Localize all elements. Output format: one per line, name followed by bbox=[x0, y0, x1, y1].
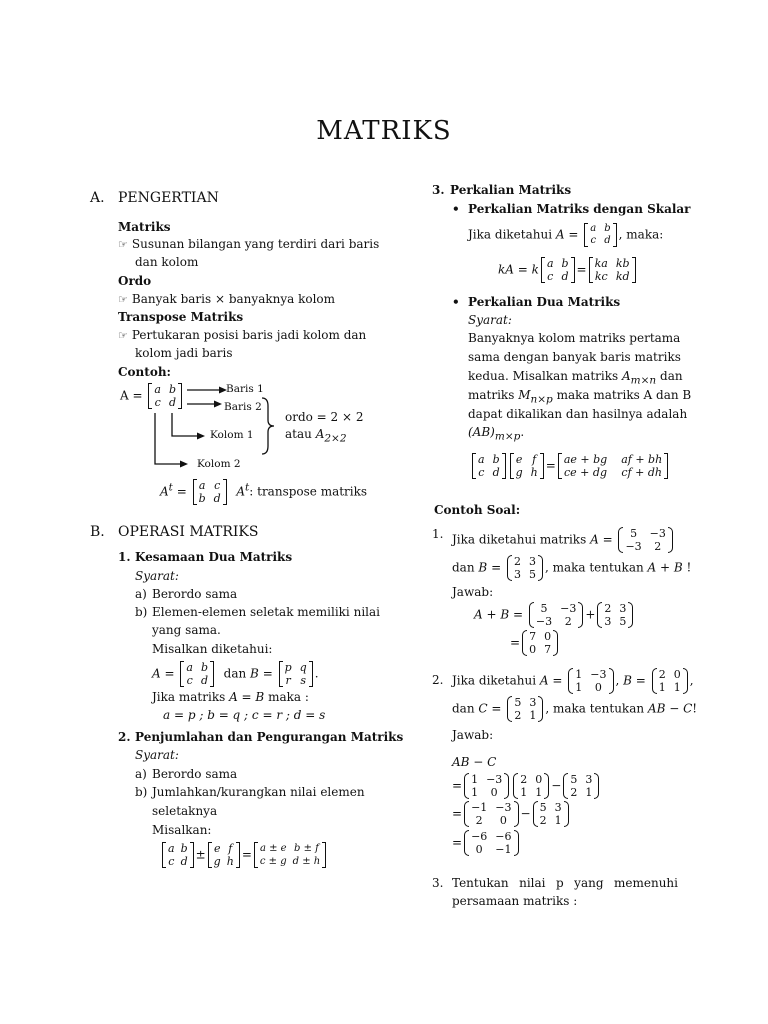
sub1-equalities: a = p ; b = q ; c = r ; d = s bbox=[163, 708, 326, 722]
section-a-letter: A. bbox=[90, 190, 105, 206]
q1-jawab: Jawab: bbox=[452, 585, 494, 599]
sub2-syarat: Syarat: bbox=[135, 748, 179, 762]
dua-line-2: sama dengan banyak baris matriks bbox=[468, 350, 681, 364]
q2-expression: AB − C bbox=[452, 755, 497, 769]
q2-step-1: = 1 −3 1 0 2 0 1 1 − 5 3 2 1 bbox=[452, 773, 601, 799]
transpose-label: Transpose Matriks bbox=[118, 310, 244, 324]
sub2-number: 2. bbox=[118, 730, 131, 744]
baris-2-label: Baris 2 bbox=[224, 401, 262, 413]
q2-number: 2. bbox=[432, 673, 444, 687]
sub2-formula: a b c d ± e f g h = a ± e b ± f c ± g d ± h bbox=[160, 842, 328, 868]
q3-number: 3. bbox=[432, 876, 444, 890]
dua-line-4: matriks $M_{n\times p}$ maka matriks A dan B bbox=[468, 388, 692, 406]
sub1-matrices: A = a b c d dan B = p q r s . bbox=[152, 661, 319, 687]
sub1-item-b-cont: yang sama. bbox=[152, 623, 221, 637]
ordo-alt: atau $A_{2\times 2}$ bbox=[285, 427, 347, 445]
section-b-letter: B. bbox=[90, 524, 105, 540]
section-b-heading: OPERASI MATRIKS bbox=[118, 524, 259, 540]
dua-syarat: Syarat: bbox=[468, 313, 512, 327]
ordo-label: Ordo bbox=[118, 274, 152, 288]
sub1-misalkan: Misalkan diketahui: bbox=[152, 642, 273, 656]
dua-title: Perkalian Dua Matriks bbox=[468, 295, 621, 309]
dua-formula: a b c d e f g h = ae + bg af + bh ce + dg cf + dh bbox=[470, 453, 670, 479]
q2-text: Jika diketahui A = 1 −3 1 0 , B = 2 0 1 1 , bbox=[452, 668, 694, 694]
q1-solution-1: A + B = 5 −3 −3 2 + 2 3 3 5 bbox=[474, 602, 635, 628]
kolom-1-label: Kolom 1 bbox=[210, 429, 254, 441]
pointing-hand-icon: ☞ bbox=[118, 293, 128, 306]
section-a-heading: PENGERTIAN bbox=[118, 190, 219, 206]
baris-1-label: Baris 1 bbox=[226, 383, 264, 395]
dua-bullet: • bbox=[452, 295, 460, 309]
sub2-item-a: Berordo sama bbox=[152, 767, 238, 781]
dua-line-1: Banyaknya kolom matriks pertama bbox=[468, 331, 681, 345]
contoh-soal-heading: Contoh Soal: bbox=[434, 503, 521, 517]
q3-text: Tentukan nilai p yang memenuhi bbox=[452, 876, 678, 890]
sub2-item-b: Jumlahkan/kurangkan nilai elemen bbox=[152, 785, 365, 799]
sub1-item-a-marker: a) bbox=[135, 587, 147, 601]
pointing-hand-icon: ☞ bbox=[118, 238, 128, 251]
sub2-title: Penjumlahan dan Pengurangan Matriks bbox=[135, 730, 404, 744]
q2-step-2: = −1 −3 2 0 − 5 3 2 1 bbox=[452, 801, 571, 827]
sec3-title: Perkalian Matriks bbox=[450, 183, 572, 197]
dua-line-3: kedua. Misalkan matriks $A_{m\times n}$ dan bbox=[468, 369, 683, 387]
q2-text-cont: dan C = 5 3 2 1 , maka tentukan AB − C! bbox=[452, 696, 698, 722]
pointing-hand-icon: ☞ bbox=[118, 329, 128, 342]
q2-step-3: = −6 −6 0 −1 bbox=[452, 830, 521, 856]
sub1-item-b: Elemen-elemen seletak memiliki nilai bbox=[152, 605, 380, 619]
transpose-definition-cont: kolom jadi baris bbox=[135, 346, 233, 360]
q1-solution-2: = 7 0 0 7 bbox=[510, 630, 560, 656]
matriks-definition-cont: dan kolom bbox=[135, 255, 199, 269]
sub1-number: 1. bbox=[118, 550, 131, 564]
q2-jawab: Jawab: bbox=[452, 728, 494, 742]
sub2-misalkan: Misalkan: bbox=[152, 823, 212, 837]
transpose-definition: ☞ Pertukaran posisi baris jadi kolom dan bbox=[118, 328, 367, 342]
sub2-item-b-cont: seletaknya bbox=[152, 804, 218, 818]
sec3-number: 3. bbox=[432, 183, 445, 197]
matriks-definition: ☞ Susunan bilangan yang terdiri dari baris bbox=[118, 237, 380, 251]
skalar-bullet: • bbox=[452, 202, 460, 216]
q1-number: 1. bbox=[432, 527, 444, 541]
example-matrix-a: A = a b c d bbox=[120, 383, 184, 409]
sub2-item-b-marker: b) bbox=[135, 785, 148, 799]
sub1-item-a: Berordo sama bbox=[152, 587, 238, 601]
ordo-definition: ☞ Banyak baris × banyaknya kolom bbox=[118, 292, 336, 306]
page-title: MATRIKS bbox=[316, 116, 452, 146]
skalar-formula: kA = k a b c d = ka kb kc kd bbox=[498, 257, 638, 283]
skalar-title: Perkalian Matriks dengan Skalar bbox=[468, 202, 691, 216]
matriks-label: Matriks bbox=[118, 220, 171, 234]
dua-result-order: $(AB)_{m\times p}$. bbox=[468, 425, 525, 443]
sub1-condition: Jika matriks A = B maka : bbox=[152, 690, 309, 704]
sub1-title: Kesamaan Dua Matriks bbox=[135, 550, 293, 564]
q3-text-cont: persamaan matriks : bbox=[452, 894, 578, 908]
sub1-syarat: Syarat: bbox=[135, 569, 179, 583]
skalar-given: Jika diketahui A = a b c d , maka: bbox=[468, 223, 664, 246]
kolom-2-label: Kolom 2 bbox=[197, 458, 241, 470]
sub2-item-a-marker: a) bbox=[135, 767, 147, 781]
q1-text: Jika diketahui matriks A = 5 −3 −3 2 bbox=[452, 527, 675, 553]
dua-line-5: dapat dikalikan dan hasilnya adalah bbox=[468, 407, 688, 421]
q1-text-cont: dan B = 2 3 3 5 , maka tentukan A + B ! bbox=[452, 555, 692, 581]
transpose-formula: $A^t$ = a c b d $A^t$: transpose matriks bbox=[160, 479, 368, 505]
contoh-label: Contoh: bbox=[118, 365, 171, 379]
sub1-item-b-marker: b) bbox=[135, 605, 148, 619]
ordo-text: ordo = 2 × 2 bbox=[285, 410, 364, 424]
